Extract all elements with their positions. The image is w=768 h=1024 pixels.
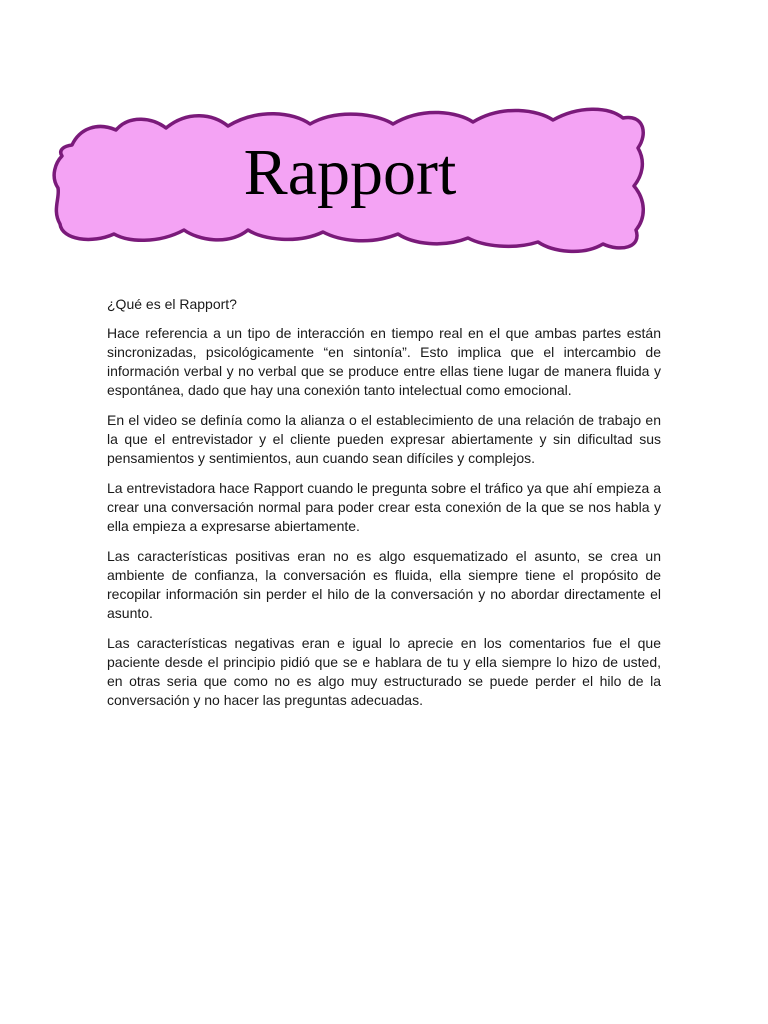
paragraph-interviewer: La entrevistadora hace Rapport cuando le pregunta sobre el tráfico ya que ahí empieza a crear una conversación normal para poder crear esta conexión de la que se nos habla y ella empieza a expresarse abiertamente. <box>107 480 661 534</box>
question-heading: ¿Qué es el Rapport? <box>107 296 237 312</box>
paragraph-video: En el video se definía como la alianza o el establecimiento de una relación de trabajo en la que el entrevistador y el cliente pueden expresar abiertamente y sin dificultad sus pensamientos y sentimientos, aun cuando sean difíciles y complejos. <box>107 412 661 466</box>
paragraph-negative: Las características negativas eran e igual lo aprecie en los comentarios fue el que paciente desde el principio pidió que se e hablara de tu y ella siempre lo hizo de usted, en otras seria que como no es algo muy estructurado se puede perder el hilo de la conversación y no hacer las preguntas adecuadas. <box>107 635 661 708</box>
paragraph-positive: Las características positivas eran no es algo esquematizado el asunto, se crea un ambiente de confianza, la conversación es fluida, ella siempre tiene el propósito de recopilar información sin perder el hilo de la conversación y no abordar directamente el asunto. <box>107 548 661 621</box>
document-title: Rapport <box>243 136 457 209</box>
document-body <box>107 295 661 721</box>
title-banner <box>48 100 648 260</box>
paragraph-definition: Hace referencia a un tipo de interacción en tiempo real en el que ambas partes están sincronizadas, psicológicamente “en sintonía”. Esto implica que el intercambio de información verbal y no verbal que se produce entre ellas tiene lugar de manera fluida y espontánea, dado que hay una conexión tanto intelectual como emocional. <box>107 325 661 398</box>
